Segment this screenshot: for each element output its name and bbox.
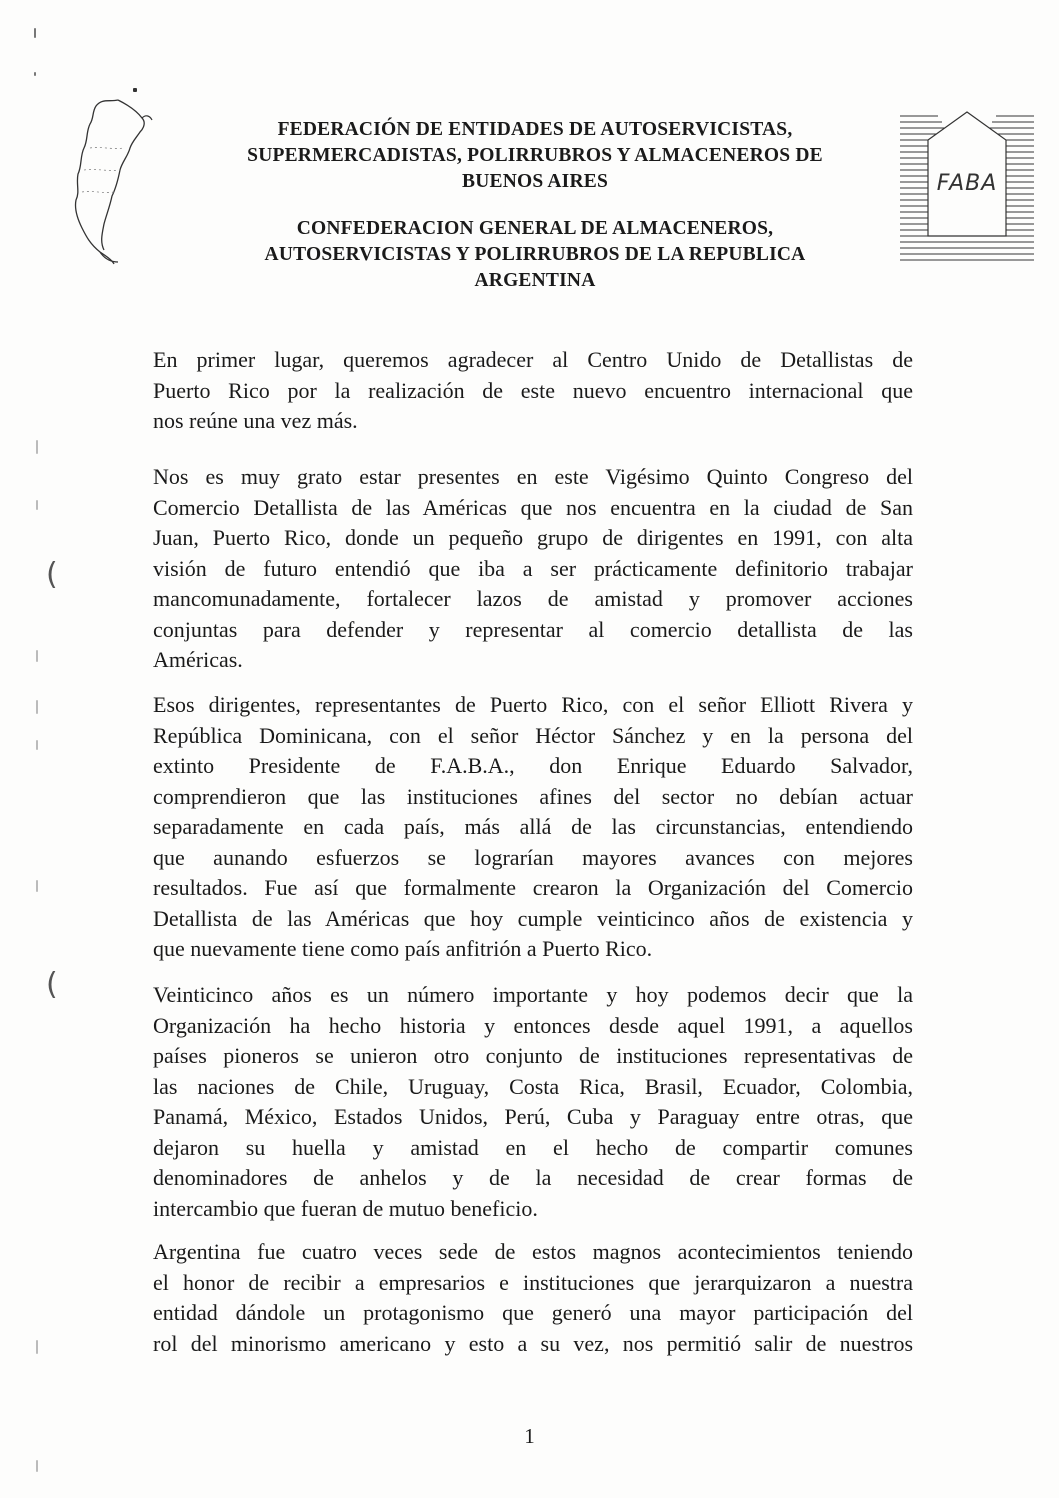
paragraph-line: Américas. — [153, 647, 243, 672]
margin-bracket-mark: ( — [46, 557, 58, 592]
confederation-name-line: ARGENTINA — [474, 270, 596, 291]
paragraph-line: Panamá, México, Estados Unidos, Perú, Cuba y Paraguay entre otras, que — [153, 1104, 913, 1129]
body-paragraph — [153, 462, 913, 676]
scan-mark — [36, 1340, 38, 1354]
faba-logo-text: FABA — [936, 171, 998, 196]
paragraph-line: conjuntas para defender y representar al comercio detallista de las — [153, 616, 913, 642]
confederation-name-heading — [190, 216, 880, 294]
scan-mark — [36, 700, 38, 714]
paragraph-line: comprendieron que las instituciones afines del sector no debían actuar — [153, 783, 913, 809]
body-paragraph — [153, 690, 913, 965]
federation-name-line: SUPERMERCADISTAS, POLIRRUBROS Y ALMACENEROS DE — [247, 145, 823, 166]
paragraph-line: dejaron su huella y amistad en el hecho de compartir comunes — [153, 1134, 913, 1160]
federation-name-line: BUENOS AIRES — [462, 171, 608, 192]
faba-logo-icon — [898, 108, 1036, 266]
scan-mark — [36, 440, 38, 454]
body-paragraph — [153, 345, 913, 437]
paragraph-line: mancomunadamente, fortalecer lazos de amistad y promover acciones — [153, 586, 913, 611]
paragraph-line: países pioneros se unieron otro conjunto de instituciones representativas de — [153, 1043, 913, 1068]
paragraph-line: que aunando esfuerzos se lograrían mayores avances con mejores — [153, 844, 913, 870]
scan-mark — [36, 650, 38, 662]
paragraph-line: Comercio Detallista de las Américas que nos encuentra en la ciudad de San — [153, 494, 913, 520]
confederation-name-line: CONFEDERACION GENERAL DE ALMACENEROS, — [296, 218, 774, 239]
paragraph-line: En primer lugar, queremos agradecer al Centro Unido de Detallistas de — [153, 347, 913, 372]
paragraph-line: Nos es muy grato estar presentes en este Vigésimo Quinto Congreso del — [153, 464, 913, 489]
scan-mark — [36, 880, 38, 892]
body-paragraph — [153, 1237, 913, 1359]
paragraph-line: separadamente en cada país, más allá de las circunstancias, entendiendo — [153, 814, 913, 839]
margin-bracket-mark: ( — [46, 967, 58, 1002]
paragraph-line: extinto Presidente de F.A.B.A., don Enrique Eduardo Salvador, — [153, 753, 913, 778]
confederation-name-line: AUTOSERVICISTAS Y POLIRRUBROS DE LA REPUBLICA — [264, 244, 806, 265]
scan-mark — [36, 740, 38, 750]
page-number: 1 — [524, 1424, 535, 1448]
scan-mark — [36, 1460, 38, 1472]
paragraph-line: Puerto Rico por la realización de este nuevo encuentro internacional que — [153, 377, 913, 403]
paragraph-line: Detallista de las Américas que hoy cumple veinticinco años de existencia y — [153, 905, 913, 931]
paragraph-line: rol del minorismo americano y esto a su vez, nos permitió salir de nuestros — [153, 1330, 913, 1356]
body-paragraph — [153, 980, 913, 1224]
paragraph-line: que nuevamente tiene como país anfitrión a Puerto Rico. — [153, 936, 653, 961]
paragraph-line: denominadores de anhelos y de la necesidad de crear formas de — [153, 1165, 913, 1190]
scan-mark — [36, 500, 38, 510]
scan-mark — [34, 28, 36, 38]
paragraph-line: nos reúne una vez más. — [153, 408, 358, 433]
federation-name-heading — [190, 117, 880, 195]
paragraph-line: visión de futuro entendió que iba a ser prácticamente definitorio trabajar — [153, 555, 913, 581]
paragraph-line: intercambio que fueran de mutuo beneficio. — [153, 1195, 538, 1221]
paragraph-line: las naciones de Chile, Uruguay, Costa Rica, Brasil, Ecuador, Colombia, — [153, 1073, 913, 1099]
paragraph-line: Organización ha hecho historia y entonces desde aquel 1991, a aquellos — [153, 1012, 913, 1038]
paragraph-line: entidad dándole un protagonismo que generó una mayor participación del — [153, 1300, 913, 1325]
argentina-map-icon — [60, 88, 170, 268]
paragraph-line: Juan, Puerto Rico, donde un pequeño grupo de dirigentes en 1991, con alta — [153, 525, 913, 550]
federation-name-line: FEDERACIÓN DE ENTIDADES DE AUTOSERVICISTAS, — [277, 119, 793, 140]
paragraph-line: Esos dirigentes, representantes de Puerto Rico, con el señor Elliott Rivera y — [153, 692, 913, 717]
paragraph-line: el honor de recibir a empresarios e instituciones que jerarquizaron a nuestra — [153, 1269, 913, 1295]
paragraph-line: Argentina fue cuatro veces sede de estos magnos acontecimientos teniendo — [153, 1239, 913, 1264]
scan-mark — [34, 72, 36, 76]
paragraph-line: República Dominicana, con el señor Héctor Sánchez y en la persona del — [153, 722, 913, 748]
paragraph-line: Veinticinco años es un número importante y hoy podemos decir que la — [153, 982, 913, 1007]
paragraph-line: resultados. Fue así que formalmente crearon la Organización del Comercio — [153, 875, 913, 900]
